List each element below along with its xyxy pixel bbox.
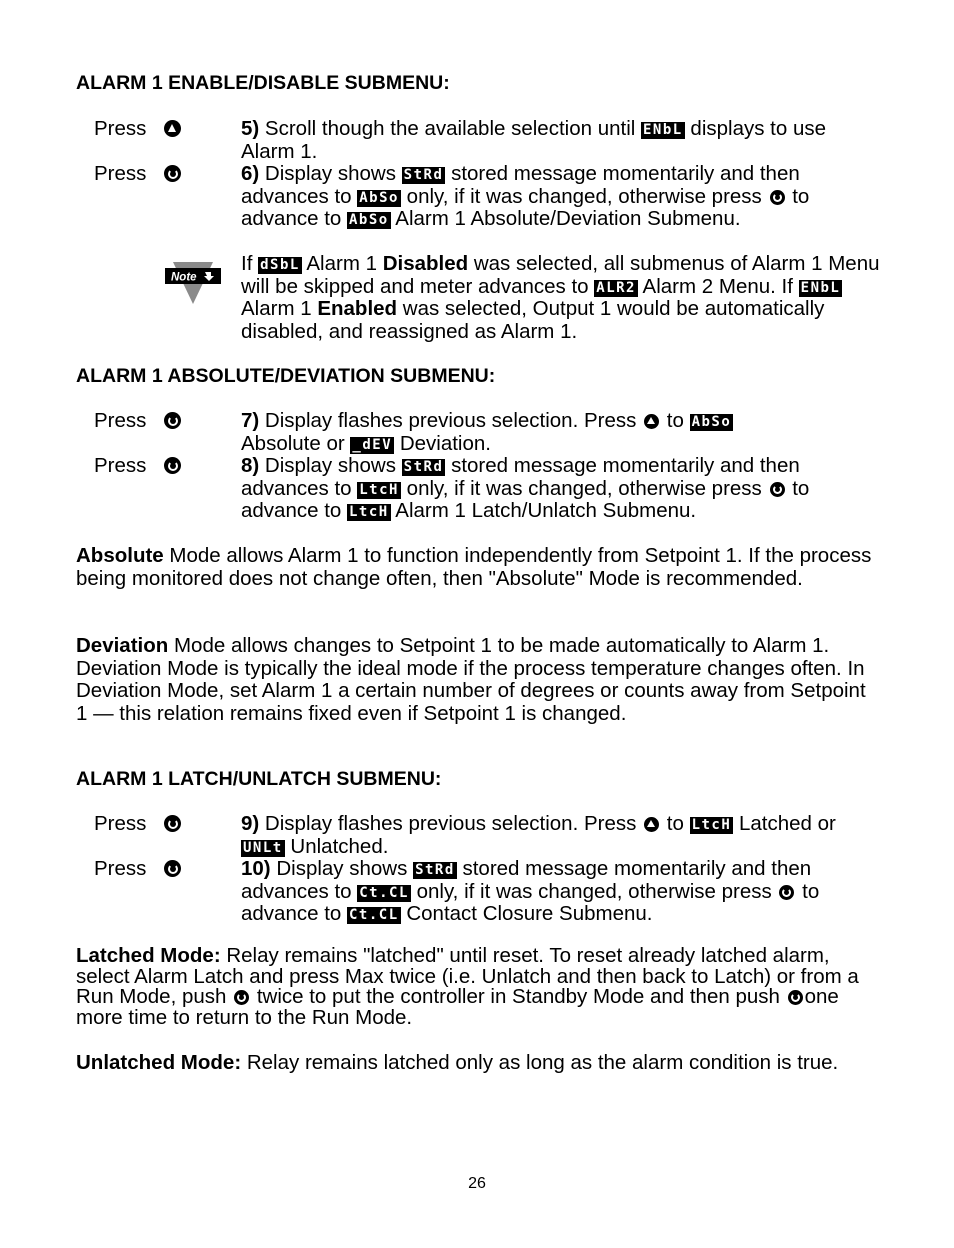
step-text: Latched or	[733, 812, 836, 835]
note-text-part: Alarm 2 Menu. If	[637, 274, 799, 298]
enter-button-icon	[770, 190, 785, 205]
up-button-icon	[644, 414, 659, 429]
step-number: 8)	[241, 454, 260, 477]
step-8	[241, 455, 881, 523]
step-text: to advance to	[241, 879, 820, 925]
note-text-part: Alarm 1	[301, 252, 383, 275]
press-label: Press	[94, 857, 147, 880]
lcd-strd: StRd	[403, 167, 444, 183]
paragraph-text: twice to put the controller in Standby Mode and then push	[251, 985, 786, 1008]
lcd-alr2: ALR2	[596, 279, 636, 296]
paragraph-unlatched	[76, 1052, 876, 1075]
step-text: to	[661, 812, 690, 835]
step-number: 10)	[241, 857, 271, 880]
step-text: Absolute or	[241, 431, 351, 455]
step-number: 9)	[241, 812, 260, 835]
step-9	[241, 813, 881, 858]
step-text: displays to use Alarm 1.	[241, 117, 827, 163]
enter-button-icon	[164, 412, 181, 429]
lcd-unlt: UNLt	[243, 839, 283, 856]
note-icon	[165, 256, 221, 306]
step-text: Alarm 1 Latch/Unlatch Submenu.	[390, 499, 697, 522]
step-5	[241, 118, 881, 163]
step-text: Display shows	[259, 162, 402, 185]
press-row-6	[94, 163, 214, 186]
step-number: 7)	[241, 409, 260, 432]
enter-button-icon	[164, 815, 181, 832]
step-10	[241, 858, 881, 926]
section-heading-latch: ALARM 1 LATCH/UNLATCH SUBMENU:	[76, 768, 442, 790]
enter-button-icon	[164, 165, 181, 182]
step-text: only, if it was changed, otherwise press	[410, 879, 778, 903]
paragraph-bold: Unlatched Mode:	[76, 1051, 242, 1074]
step-text: to advance to	[241, 476, 810, 522]
paragraph-bold: Deviation	[76, 634, 169, 657]
lcd-enbl: ENbL	[643, 122, 683, 138]
up-button-icon	[164, 120, 181, 137]
step-7	[241, 410, 881, 455]
page-number: 26	[468, 1175, 486, 1192]
press-label: Press	[94, 812, 147, 835]
step-text: Display shows	[259, 454, 402, 477]
lcd-abso: AbSo	[691, 414, 732, 430]
paragraph-latched	[76, 946, 876, 1028]
note-text-part: was selected, Output 1 would be automatically disabled, and reassigned as Alarm 1.	[241, 297, 825, 343]
lcd-dsbl: dSbL	[260, 257, 300, 273]
note-text-part: Alarm 1	[241, 297, 318, 320]
step-text: Display flashes previous selection. Press	[259, 409, 643, 432]
enter-button-icon	[770, 482, 785, 497]
note-bold: Disabled	[382, 252, 469, 275]
step-text: Display flashes previous selection. Press	[259, 812, 643, 835]
step-text: to advance to	[241, 184, 810, 230]
press-row-8	[94, 455, 214, 478]
lcd-ltch: LtcH	[359, 481, 399, 498]
lcd-dev: _dEV	[352, 436, 393, 453]
enter-button-icon	[779, 885, 794, 900]
enter-button-icon	[234, 990, 249, 1005]
step-text: stored message momentarily and then advances to	[241, 857, 812, 903]
up-button-icon	[644, 817, 659, 832]
paragraph-absolute	[76, 545, 876, 590]
paragraph-text: Relay remains "latched" until reset. To reset already latched alarm, select Alarm Latch and press Max twice (i.e. Unlatch and then back to Latch) or from a Run Mode, push	[76, 944, 859, 1008]
enter-button-icon	[788, 990, 803, 1005]
paragraph-text: Relay remains latched only as long as the alarm condition is true.	[241, 1051, 839, 1074]
lcd-enbl: ENbL	[800, 279, 841, 296]
note-text	[241, 253, 881, 343]
press-label: Press	[94, 409, 147, 432]
paragraph-text: Mode allows changes to Setpoint 1 to be made automatically to Alarm 1. Deviation Mode is typically the ideal mode if the process temperature changes often. In Deviation Mode, set Alarm 1 a certain number of degrees or counts away from Setpoint 1 — this relation remains fixed even if Setpoint 1 is changed.	[76, 634, 866, 725]
step-text: only, if it was changed, otherwise press	[400, 184, 768, 208]
step-number: 6)	[241, 162, 260, 185]
paragraph-bold: Latched Mode:	[76, 944, 221, 967]
lcd-strd: StRd	[415, 862, 455, 878]
note-label: Note	[171, 271, 197, 284]
paragraph-text: one more time to return to the Run Mode.	[76, 985, 839, 1029]
press-label: Press	[94, 117, 147, 140]
step-number: 5)	[241, 117, 260, 140]
step-text: stored message momentarily and then advances to	[241, 162, 800, 208]
lcd-abso: AbSo	[359, 189, 399, 206]
lcd-strd: StRd	[403, 459, 444, 475]
press-row-9	[94, 813, 214, 836]
note-text-part: If	[241, 252, 259, 275]
enter-button-icon	[164, 860, 181, 877]
enter-button-icon	[164, 457, 181, 474]
step-6	[241, 163, 881, 231]
step-text: Contact Closure Submenu.	[400, 902, 653, 925]
press-row-10	[94, 858, 214, 881]
press-row-7	[94, 410, 214, 433]
lcd-abso: AbSo	[349, 212, 389, 228]
note-bold: Enabled	[317, 297, 398, 320]
step-text: to	[661, 409, 690, 432]
paragraph-text: Mode allows Alarm 1 to function independently from Setpoint 1. If the process being monitored does not change often, then "Absolute" Mode is recommended.	[76, 544, 872, 590]
lcd-ltch: LtcH	[691, 817, 732, 833]
paragraph-deviation	[76, 635, 876, 725]
step-text: Scroll though the available selection until	[259, 117, 641, 140]
step-text: stored message momentarily and then advances to	[241, 454, 800, 500]
section-heading-absdev: ALARM 1 ABSOLUTE/DEVIATION SUBMENU:	[76, 365, 496, 387]
press-row-5	[94, 118, 214, 141]
section-heading-enable: ALARM 1 ENABLE/DISABLE SUBMENU:	[76, 72, 450, 94]
note-text-part: was selected, all submenus of Alarm 1 Menu will be skipped and meter advances to	[241, 252, 880, 298]
lcd-ltch: LtcH	[349, 504, 389, 520]
lcd-ctcl: Ct.CL	[349, 907, 399, 923]
press-label: Press	[94, 454, 147, 477]
paragraph-bold: Absolute	[76, 544, 164, 567]
lcd-ctcl: Ct.CL	[359, 884, 409, 901]
step-text: only, if it was changed, otherwise press	[400, 476, 768, 500]
step-text: Deviation.	[394, 431, 491, 455]
step-text: Alarm 1 Absolute/Deviation Submenu.	[390, 207, 741, 230]
step-text: Unlatched.	[284, 834, 389, 858]
press-label: Press	[94, 162, 147, 185]
step-text: Display shows	[270, 857, 414, 880]
